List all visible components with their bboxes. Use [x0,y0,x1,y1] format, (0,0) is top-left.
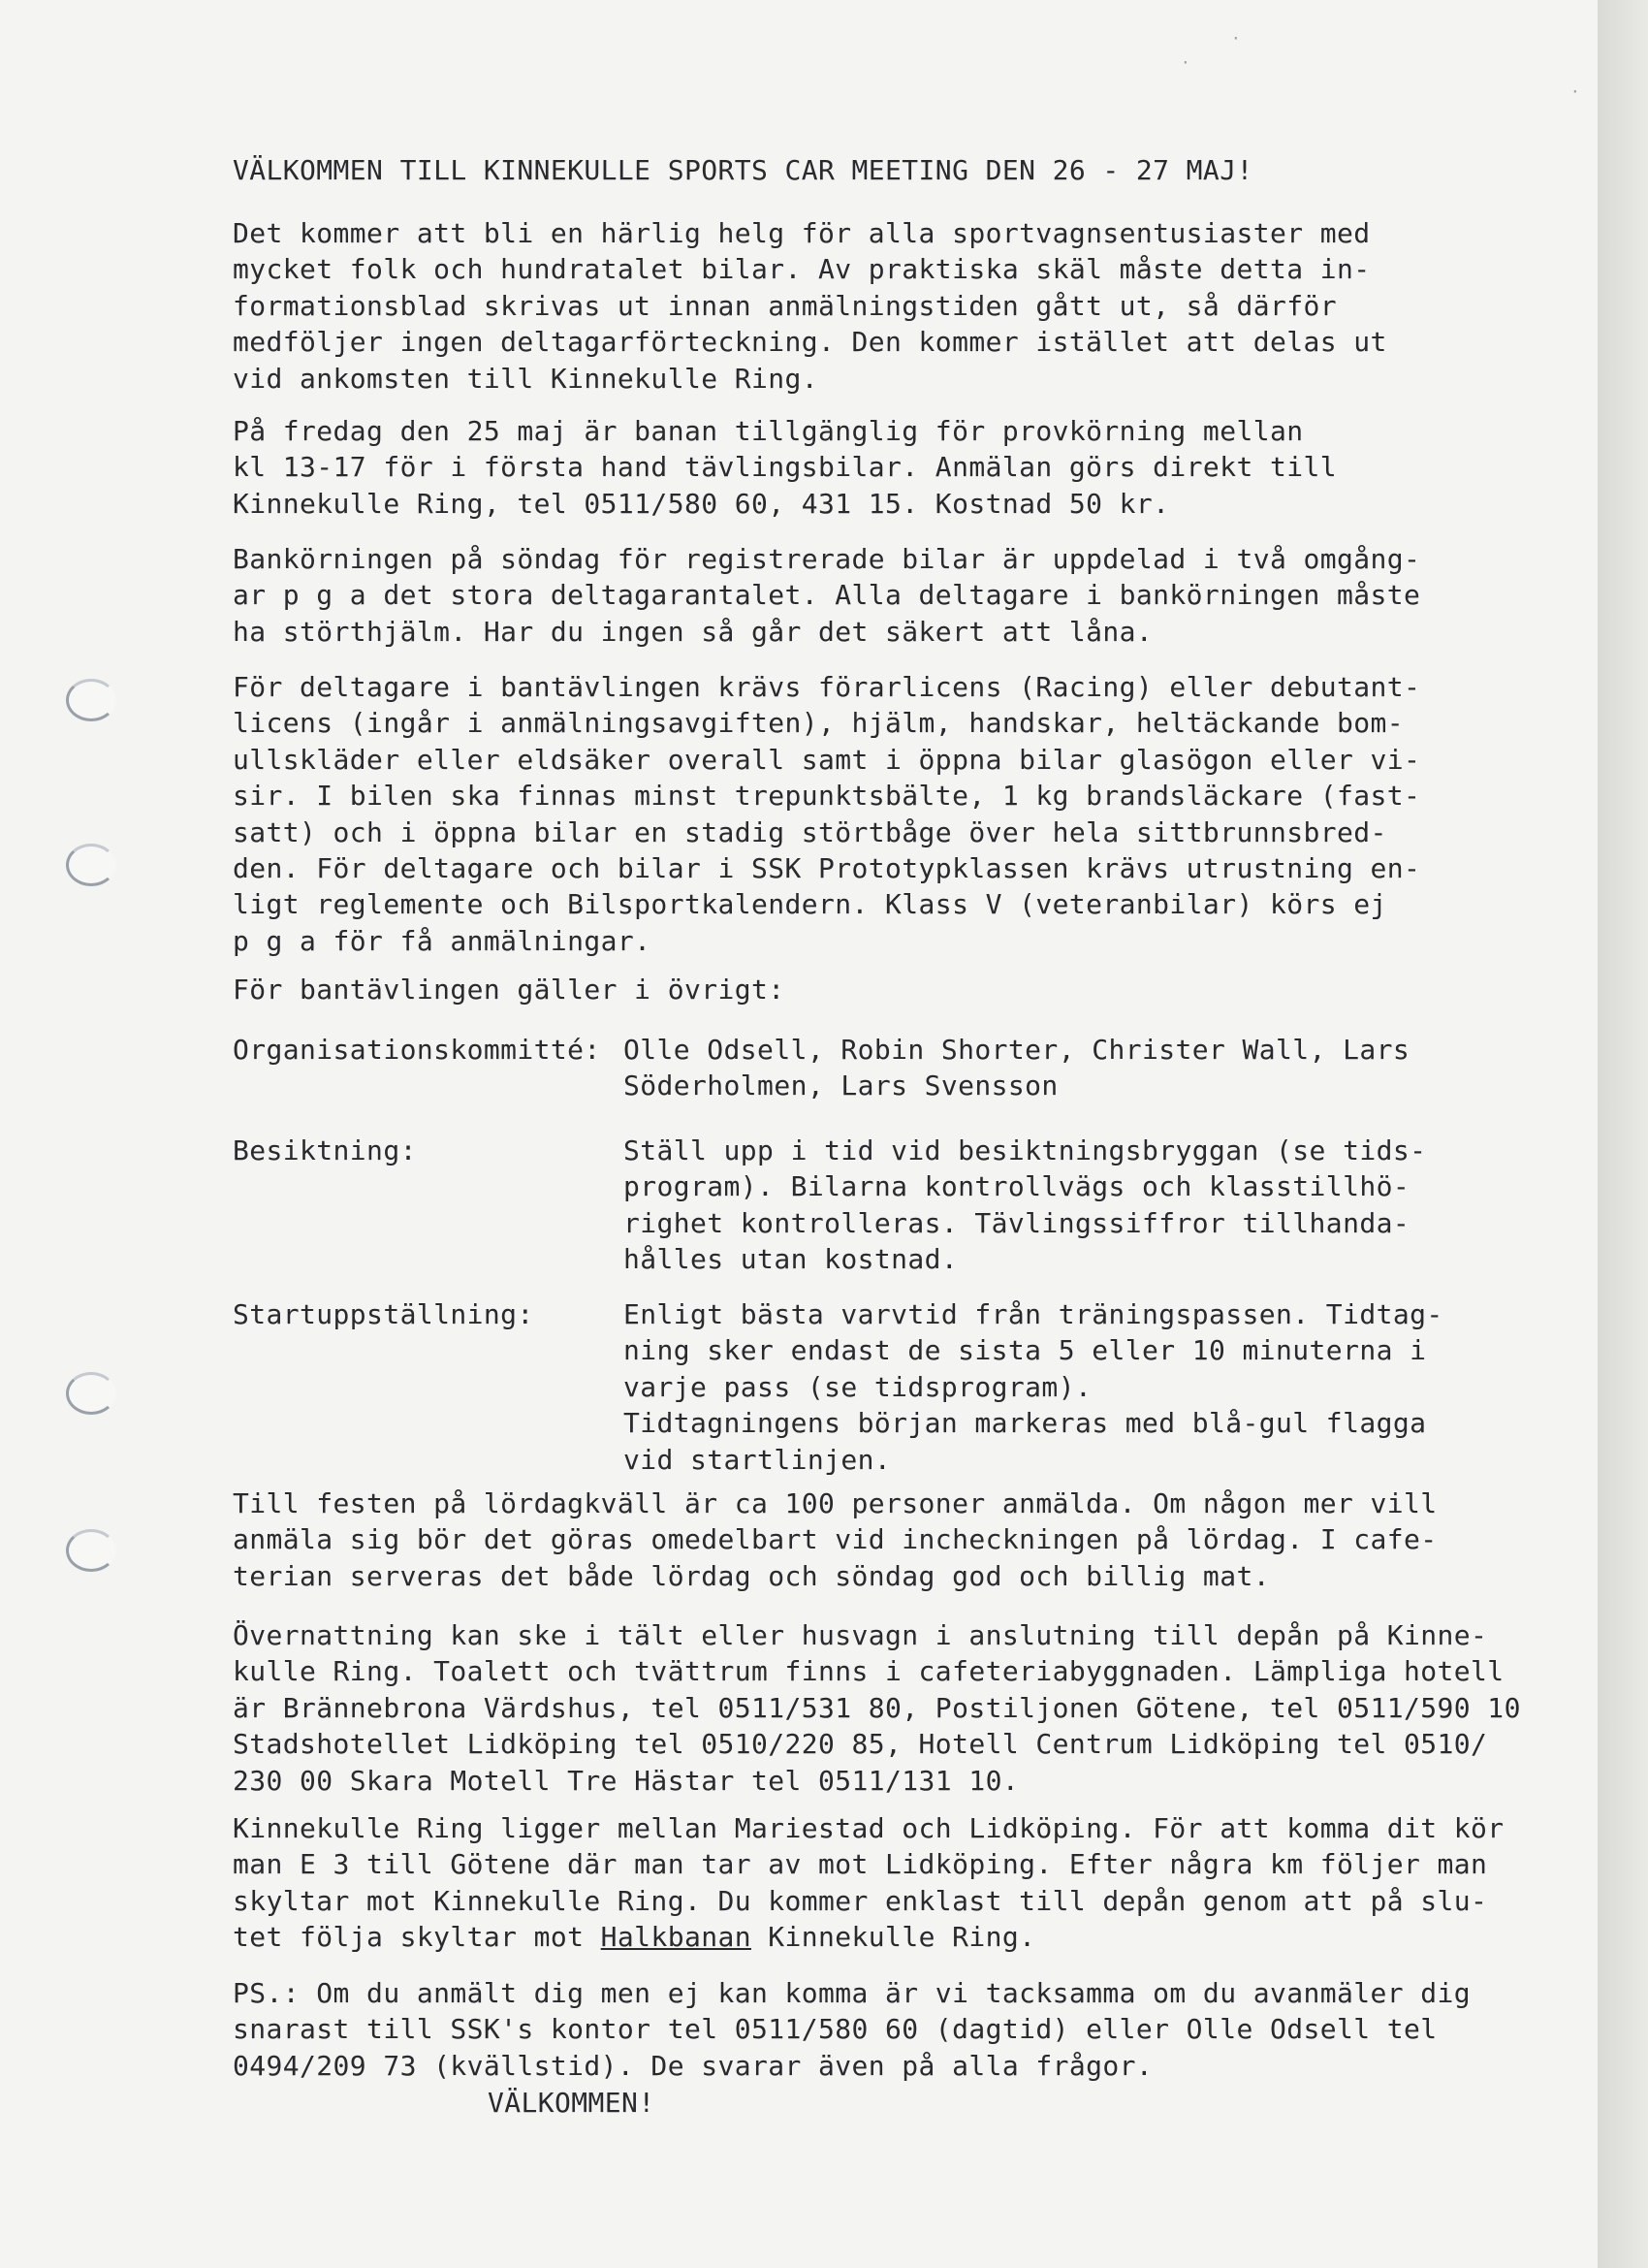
row-label-inspection: Besiktning: [233,1134,417,1166]
row-label-grid: Startuppställning: [233,1298,534,1330]
directions-underlined: Halkbanan [600,1921,751,1954]
row-label-committee: Organisationskommitté: [233,1034,601,1066]
punch-hole [66,679,116,721]
heading-title: VÄLKOMMEN TILL KINNEKULLE SPORTS CAR MEETING DEN 26 - 27 MAJ! [233,154,1253,186]
paper-speck: · [1570,82,1580,101]
directions-text: Kinnekulle Ring ligger mellan Mariestad och Lidköping. För att komma dit kör man E 3 till Götene där man tar av mot Lidköping. Efter några km följer man skyltar mot Kinnekulle Ring. Du kommer enklast till depån genom att på slu- tet följa skyltar mot [233,1812,1505,1954]
paragraph-directions [233,1810,1505,1956]
paragraph-requirements: För deltagare i bantävlingen krävs förarlicens (Racing) eller debutant- licens (ingår i anmälningsavgiften), hjälm, handskar, heltäckande bom- ullskläder eller eldsäker overall samt i öppna bilar glasögon eller vi- sir. I bilen ska finnas minst trepunktsbälte, 1 kg brandsläckare (fast- satt) och i öppna bilar en stadig störtbåge över hela sittbrunnsbred- den. För deltagare och bilar i SSK Prototypklassen krävs utrustning en- ligt reglemente och Bilsportkalendern. Klass V (veteranbilar) körs ej p g a för få anmälningar. [233,671,1421,957]
paragraph-intro: Det kommer att bli en härlig helg för alla sportvagnsentusiaster med mycket folk och hundratalet bilar. Av praktiska skäl måste detta in- formationsblad skrivas ut innan anmälningstiden gått ut, så därför medföljer ingen deltagarförteckning. Den kommer istället att delas ut vid ankomsten till Kinnekulle Ring. [233,217,1387,395]
paragraph-other-rules: För bantävlingen gäller i övrigt: [233,974,785,1006]
paper-speck: · [1231,29,1241,48]
paper-speck: · [1181,53,1190,72]
row-text-inspection: Ställ upp i tid vid besiktningsbryggan (se tids- program). Bilarna kontrollvägs och klasstillhö- righet kontrolleras. Tävlingssiffror tillhanda- hålles utan kostnad. [623,1134,1427,1276]
row-text-committee: Olle Odsell, Robin Shorter, Christer Wall, Lars Söderholmen, Lars Svensson [623,1034,1410,1102]
row-text-grid: Enligt bästa varvtid från träningspassen. Tidtag- ning sker endast de sista 5 eller 10 minuterna i varje pass (se tidsprogram). Tidtagningens början markeras med blå-gul flagga vid startlinjen. [623,1298,1443,1476]
paragraph-track-driving: Bankörningen på söndag för registrerade bilar är uppdelad i två omgång- ar p g a det stora deltagarantalet. Alla deltagare i bankörningen måste ha störthjälm. Har du ingen så går det säkert att låna. [233,543,1421,648]
paragraph-postscript: PS.: Om du anmält dig men ej kan komma är vi tacksamma om du avanmäler dig snarast till SSK's kontor tel 0511/580 60 (dagtid) eller Olle Odsell tel 0494/209 73 (kvällstid). De svarar även på alla frågor. [233,1977,1472,2082]
closing-welcome: VÄLKOMMEN! [488,2087,655,2119]
page-edge-shadow [1598,0,1648,2268]
paragraph-party: Till festen på lördagkväll är ca 100 personer anmälda. Om någon mer vill anmäla sig bör det göras omedelbart vid incheckningen på lördag. I cafe- terian serveras det både lördag och söndag god och billig mat. [233,1487,1438,1592]
punch-hole [66,1529,116,1572]
directions-end: Kinnekulle Ring. [751,1921,1036,1954]
punch-hole [66,844,116,886]
paragraph-practice-day: På fredag den 25 maj är banan tillgänglig för provkörning mellan kl 13-17 för i första hand tävlingsbilar. Anmälan görs direkt till Kinnekulle Ring, tel 0511/580 60, 431 15. Kostnad 50 kr. [233,415,1337,520]
paragraph-accommodation: Övernattning kan ske i tält eller husvagn i anslutning till depån på Kinne- kulle Ring. Toalett och tvättrum finns i cafeteriabyggnaden. Lämpliga hotell är Brännebrona Värdshus, tel 0511/531 80, Postiljonen Götene, tel 0511/590 10 Stadshotellet Lidköping tel 0510/220 85, Hotell Centrum Lidköping tel 0510/ 230 00 Skara Motell Tre Hästar tel 0511/131 10. [233,1619,1521,1797]
punch-hole [66,1372,116,1415]
